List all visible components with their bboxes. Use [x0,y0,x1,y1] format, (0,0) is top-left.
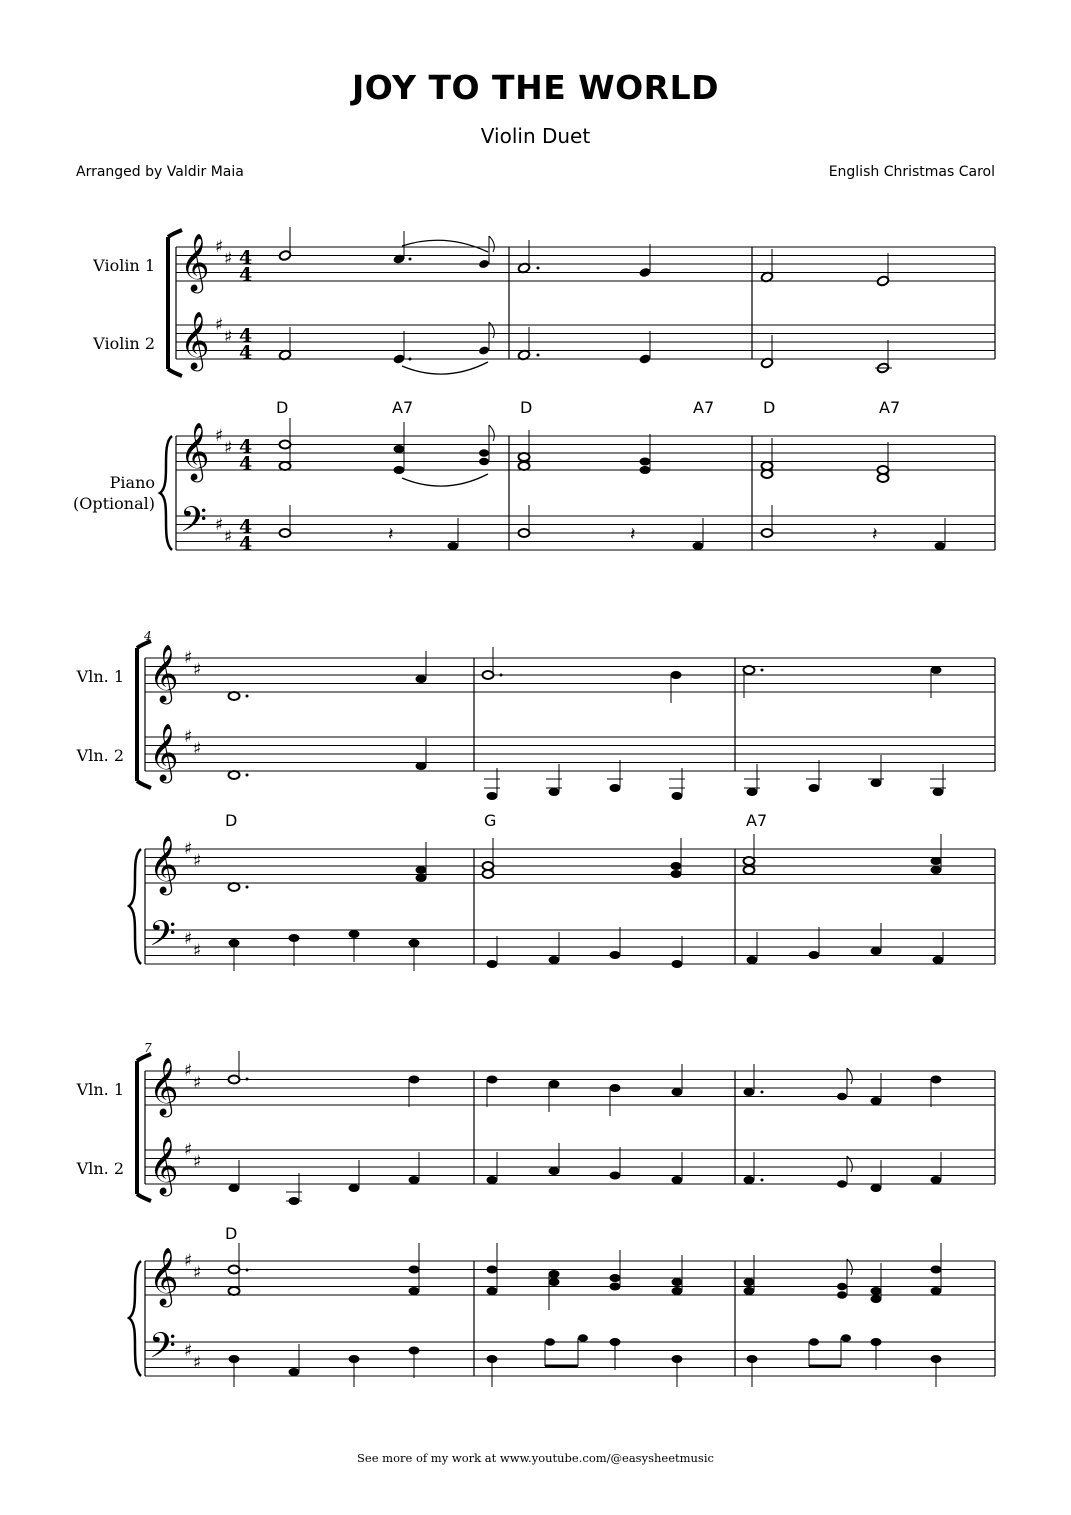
treble-clef-icon: 𝄞 [149,835,179,893]
svg-text:♯: ♯ [184,839,193,859]
arranger-credit: Arranged by Valdir Maia [76,164,244,180]
svg-text:♯: ♯ [224,249,233,269]
violin2-label: Violin 2 [93,334,155,353]
footer-link-text: See more of my work at www.youtube.com/@easysheetmusic [357,1451,714,1465]
treble-clef-icon: 𝄞 [180,422,210,480]
system-3 [76,1041,995,1387]
barlines [145,1071,995,1376]
key-signature [184,1061,201,1373]
svg-text:4: 4 [239,436,253,458]
quarter-rest-icon: 𝄽 [630,524,636,545]
svg-text:4: 4 [239,247,253,269]
quarter-rest-icon: 𝄽 [872,524,878,545]
violin2-label: Vln. 2 [76,1159,124,1178]
svg-text:♯: ♯ [215,515,224,535]
svg-text:♯: ♯ [215,426,224,446]
piano-rh-notes [229,1243,942,1310]
score-subtitle: Violin Duet [480,124,591,148]
chord-symbol: D [520,398,533,417]
staff-lines [145,658,995,964]
svg-text:♯: ♯ [193,851,202,871]
violin2-notes [229,738,947,800]
violin1-notes [278,227,889,287]
violin1-label: Violin 1 [93,256,155,275]
system-2 [76,629,995,971]
chord-symbol: A7 [879,398,901,417]
piano-lh-notes [280,505,946,550]
svg-text:♯: ♯ [184,1061,193,1081]
measure-number: 7 [144,1041,152,1055]
svg-text:♯: ♯ [184,648,193,668]
violin1-notes [229,1051,942,1116]
svg-text:♯: ♯ [184,1140,193,1160]
time-signature [239,247,252,555]
svg-text:4: 4 [239,533,253,555]
system-1 [73,227,995,555]
treble-clef-icon: 𝄞 [149,644,179,702]
svg-text:♯: ♯ [193,1263,202,1283]
barlines [176,247,995,550]
chord-symbol: D [276,398,289,417]
chord-symbol: G [484,811,497,830]
bass-clef-icon: 𝄢 [149,913,177,962]
chord-symbol: A7 [746,811,768,830]
score-title: JOY TO THE WORLD [351,68,720,107]
treble-clef-icon: 𝄞 [180,311,210,369]
treble-clef-icon: 𝄞 [149,1057,179,1115]
violin2-label: Vln. 2 [76,746,124,765]
chord-symbol: A7 [693,398,715,417]
chord-symbol: D [225,811,238,830]
svg-text:♯: ♯ [184,1341,193,1361]
piano-brace [129,849,141,964]
bass-clef-icon: 𝄢 [180,499,208,548]
violin1-label: Vln. 1 [76,667,124,686]
svg-text:♯: ♯ [184,929,193,949]
svg-text:4: 4 [239,453,253,475]
piano-label: Piano [109,473,155,492]
violin2-notes [278,322,892,374]
key-signature [215,237,232,547]
svg-text:♯: ♯ [215,237,224,257]
svg-text:♯: ♯ [215,315,224,335]
piano-rh-notes [229,834,942,891]
piano-brace [160,436,172,550]
svg-text:♯: ♯ [193,1073,202,1093]
svg-text:♯: ♯ [224,527,233,547]
svg-text:♯: ♯ [184,727,193,747]
key-signature [184,648,201,961]
treble-clef-icon: 𝄞 [149,723,179,781]
chord-symbol: D [763,398,776,417]
violin2-notes [229,1143,942,1205]
violin1-label: Vln. 1 [76,1080,124,1099]
svg-text:4: 4 [239,325,253,347]
staff-lines [145,1071,995,1376]
staff-lines [176,247,995,550]
svg-text:4: 4 [239,264,253,286]
treble-clef-icon: 𝄞 [149,1136,179,1194]
svg-text:♯: ♯ [193,1353,202,1373]
piano-rh-notes [280,418,889,486]
barlines [145,658,995,964]
bass-clef-icon: 𝄢 [149,1325,177,1374]
quarter-rest-icon: 𝄽 [388,524,394,545]
treble-clef-icon: 𝄞 [180,233,210,291]
svg-text:♯: ♯ [193,739,202,759]
piano-optional-label: (Optional) [73,494,155,513]
svg-text:♯: ♯ [224,327,233,347]
measure-number: 4 [144,629,152,643]
chord-symbol: A7 [392,398,414,417]
svg-text:4: 4 [239,342,253,364]
chord-symbol: D [225,1224,238,1243]
treble-clef-icon: 𝄞 [149,1247,179,1305]
svg-text:♯: ♯ [193,660,202,680]
svg-text:♯: ♯ [193,941,202,961]
svg-text:♯: ♯ [193,1152,202,1172]
piano-brace [129,1261,141,1376]
svg-text:♯: ♯ [224,438,233,458]
composer-credit: English Christmas Carol [828,164,995,180]
svg-text:4: 4 [239,516,253,538]
svg-text:♯: ♯ [184,1251,193,1271]
